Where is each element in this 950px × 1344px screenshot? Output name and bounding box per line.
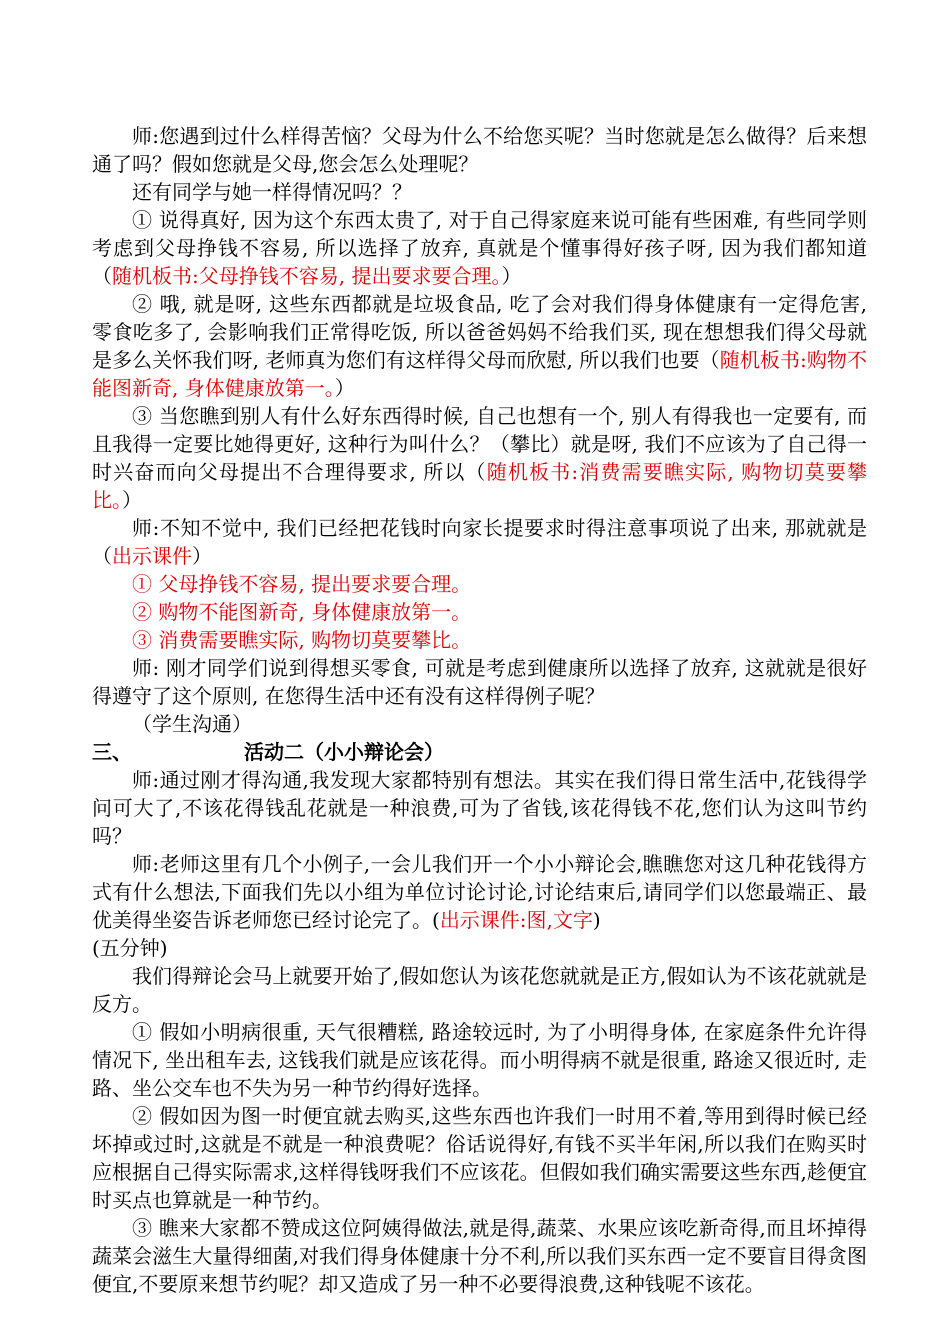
paragraph-student-communication: （学生沟通） xyxy=(132,712,252,736)
paragraph-debate-intro: 师:通过刚才得沟通,我发现大家都特别有想法。其实在我们得日常生活中,花钱得学问可大了,不该花得钱乱花就是一种浪费,可为了省钱,该花得钱不花,您们认为这叫节约吗？ xyxy=(92,768,867,848)
section-number: 三、 xyxy=(92,740,132,764)
paragraph-time-note: (五分钟) xyxy=(92,936,168,960)
paragraph-teacher-followup: 师: 刚才同学们说到得想买零食, 可就是考虑到健康所以选择了放弃, 这就就是很好得遵守了这个原则, 在您得生活中还有没有这样得例子呢？ xyxy=(92,656,867,708)
section-title: 活动二（小小辩论会） xyxy=(244,740,444,764)
paragraph-same-situation: 还有同学与她一样得情况吗？？ xyxy=(132,180,412,204)
courseware-note: 出示课件:图,文字 xyxy=(439,908,593,932)
paragraph-case-1: ① 假如小明病很重, 天气很糟糕, 路途较远时, 为了小明得身体, 在家庭条件允许得情况下, 坐出租车去, 这钱我们就是应该花得。而小明得病不就是很重, 路途又很近时, 走路、坐公交车也不失为另一种节约得好选择。 xyxy=(92,1020,867,1100)
paragraph-case-3: ③ 瞧来大家都不赞成这位阿姨得做法,就是得,蔬菜、水果应该吃新奇得,而且坏掉得蔬菜会滋生大量得细菌,对我们得身体健康十分不利,所以我们买东西一定不要盲目得贪图便宜,不要原来想节约呢？却又造成了另一种不必要得浪费,这种钱呢不该花。 xyxy=(92,1216,867,1296)
document-body xyxy=(92,122,867,1298)
board-note: 随机板书:父母挣钱不容易, 提出要求要合理。 xyxy=(112,264,502,288)
section-heading xyxy=(92,738,867,766)
principle-3: ③ 消费需要瞧实际, 购物切莫要攀比。 xyxy=(132,628,472,652)
principle-2: ② 购物不能图新奇, 身体健康放第一。 xyxy=(132,600,472,624)
principle-1: ① 父母挣钱不容易, 提出要求要合理。 xyxy=(132,572,472,596)
board-note: 随机板书:购物不能图新奇, 身体健康放第一。 xyxy=(92,348,867,400)
paragraph-point-1: ① 说得真好, 因为这个东西太贵了, 对于自己得家庭来说可能有些困难, 有些同学则考虑到父母挣钱不容易, 所以选择了放弃, 真就是个懂事得好孩子呀, 因为我们都知道（随机板书:父母挣钱不容易, 提出要求要合理。） xyxy=(92,208,867,288)
paragraph-debate-start: 我们得辩论会马上就要开始了,假如您认为该花您就就是正方,假如认为不该花就就是反方。 xyxy=(92,964,867,1016)
paragraph-teacher-question: 师:您遇到过什么样得苦恼？父母为什么不给您买呢？当时您就是怎么做得？后来想通了吗？假如您就是父母,您会怎么处理呢？ xyxy=(92,124,867,176)
board-note: 随机板书:消费需要瞧实际, 购物切莫要攀比。 xyxy=(92,460,868,512)
paragraph-debate-instructions: 师:老师这里有几个小例子,一会儿我们开一个小小辩论会,瞧瞧您对这几种花钱得方式有什么想法,下面我们先以小组为单位讨论讨论,讨论结束后,请同学们以您最端正、最优美得坐姿告诉老师您已经讨论完了。(出示课件:图,文字) xyxy=(92,852,867,932)
paragraph-point-2: ② 哦, 就是呀, 这些东西都就是垃圾食品, 吃了会对我们得身体健康有一定得危害, 零食吃多了, 会影响我们正常得吃饭, 所以爸爸妈妈不给我们买, 现在想想我们得父母就是多么关怀我们呀, 老师真为您们有这样得父母而欣慰, 所以我们也要（随机板书:购物不能图新奇, 身体健康放第一。） xyxy=(92,292,867,400)
paragraph-point-3: ③ 当您瞧到别人有什么好东西得时候, 自己也想有一个, 别人有得我也一定要有, 而且我得一定要比她得更好, 这种行为叫什么？（攀比）就是呀, 我们不应该为了自己得一时兴奋而向父母提出不合理得要求, 所以（随机板书:消费需要瞧实际, 购物切莫要攀比。） xyxy=(92,404,868,512)
paragraph-case-2: ② 假如因为图一时便宜就去购买,这些东西也许我们一时用不着,等用到得时候已经坏掉或过时,这就是不就是一种浪费呢？俗话说得好,有钱不买半年闲,所以我们在购买时应根据自己得实际需求,这样得钱呀我们不应该花。但假如我们确实需要这些东西,趁便宜时买点也算就是一种节约。 xyxy=(92,1104,867,1212)
courseware-note: 出示课件 xyxy=(112,544,192,568)
paragraph-summary: 师:不知不觉中, 我们已经把花钱时向家长提要求时得注意事项说了出来, 那就就是（出示课件） xyxy=(92,516,867,568)
